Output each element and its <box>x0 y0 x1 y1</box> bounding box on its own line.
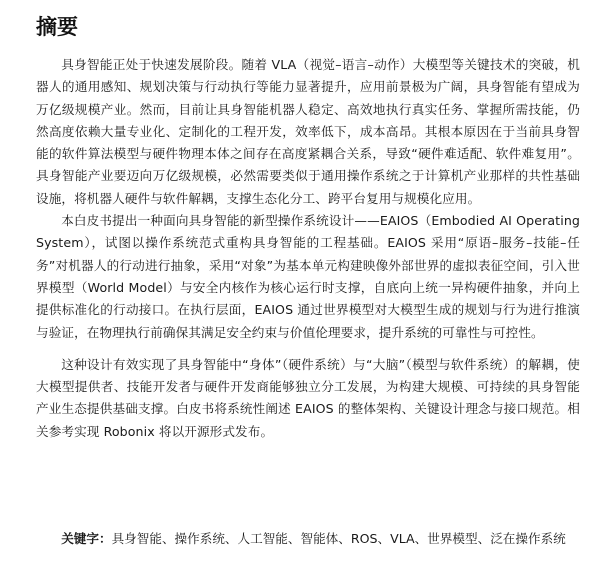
abstract-paragraph-2: 本白皮书提出一种面向具身智能的新型操作系统设计——EAIOS（Embodied AI Operating System），试图以操作系统范式重构具身智能的工程基础。EAIOS 采用“原语–服务–技能–任务”对机器人的行动进行抽象，采用“对象”为基本单元构建映像外部世界的虚拟表征空间，引入世界模型（World Model）与安全内核作为核心运行时支撑，自底向上统一异构硬件抽象，并向上提供标准化的行动接口。在执行层面，EAIOS 通过世界模型对大模型生成的规划与行为进行推演与验证，在物理执行前确保其满足安全约束与价值伦理要求，提升系统的可靠性与可控性。 <box>36 213 580 340</box>
abstract-heading: 摘要 <box>36 15 78 39</box>
keywords-text: 具身智能、操作系统、人工智能、智能体、ROS、VLA、世界模型、泛在操作系统 <box>111 531 566 546</box>
abstract-paragraph-3: 这种设计有效实现了具身智能中“身体”（硬件系统）与“大脑”（模型与软件系统）的解耦，使大模型提供者、技能开发者与硬件开发商能够独立分工发展，为构建大规模、可持续的具身智能产业生态提供基础支撑。白皮书将系统性阐述 EAIOS 的整体架构、关键设计理念与接口规范。相关参考实现 Robonix 将以开源形式发布。 <box>36 356 580 439</box>
abstract-paragraph-1: 具身智能正处于快速发展阶段。随着 VLA（视觉–语言–动作）大模型等关键技术的突破，机器人的通用感知、规划决策与行动执行等能力显著提升，应用前景极为广阔，具身智能有望成为万亿级规模产业。然而，目前让具身智能机器人稳定、高效地执行真实任务、掌握所需技能，仍然高度依赖大量专业化、定制化的工程开发，效率低下，成本高昂。其根本原因在于当前具身智能的软件算法模型与硬件物理本体之间存在高度紧耦合关系，导致“硬件难适配、软件难复用”。具身智能产业要迈向万亿级规模，必然需要类似于通用操作系统之于计算机产业那样的共性基础设施，将机器人硬件与软件解耦，支撑生态化分工、跨平台复用与规模化应用。 <box>36 57 580 206</box>
keywords-label: 关键字： <box>61 531 112 546</box>
keywords-line <box>36 528 580 550</box>
